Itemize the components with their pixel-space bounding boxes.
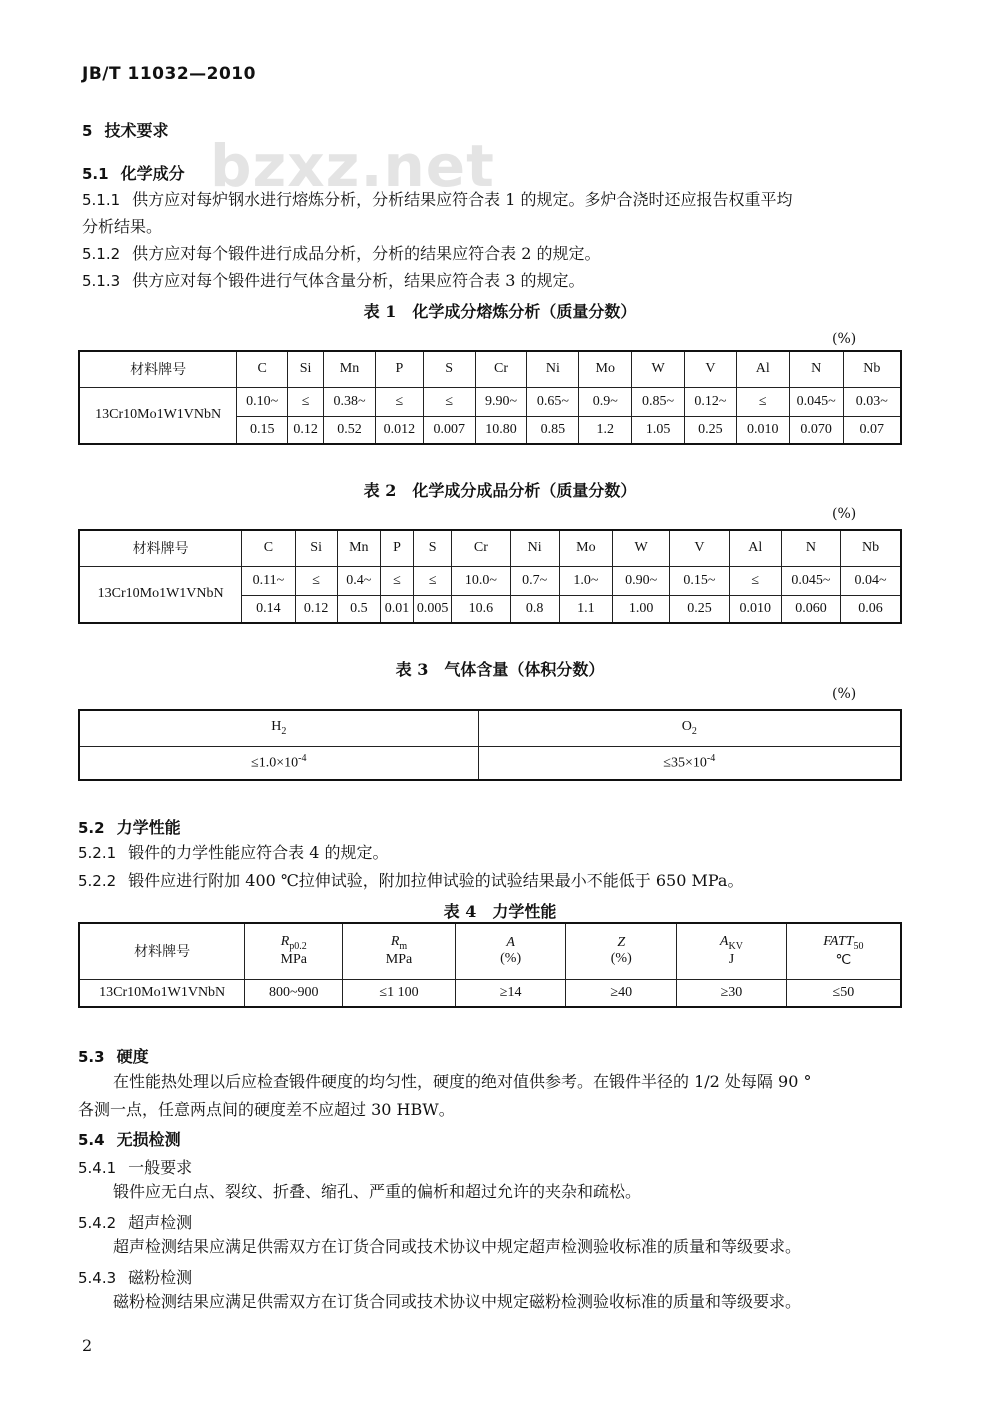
table-cell: 0.005 bbox=[414, 595, 452, 623]
table-1-header-n: N bbox=[789, 351, 843, 387]
table-cell: ≥30 bbox=[677, 979, 787, 1007]
table-cell: 0.045~ bbox=[789, 387, 843, 416]
table-2-header-s: S bbox=[414, 530, 452, 566]
section-5-heading: 5 技术要求 bbox=[82, 121, 169, 140]
table-cell: 0.01 bbox=[380, 595, 413, 623]
table-cell: 0.007 bbox=[423, 416, 475, 444]
table-1-header-mn: Mn bbox=[324, 351, 376, 387]
table-1-header-c: C bbox=[237, 351, 288, 387]
table-2-header-al: Al bbox=[729, 530, 781, 566]
table-cell: ≤1 100 bbox=[343, 979, 456, 1007]
table-1-header-mo: Mo bbox=[579, 351, 632, 387]
table-4-grade: 13Cr10Mo1W1VNbN bbox=[79, 979, 245, 1007]
table-cell: 0.07 bbox=[843, 416, 901, 444]
clause-5-1-1-continued: 分析结果。 bbox=[82, 217, 163, 236]
table-2-header-ni: Ni bbox=[510, 530, 559, 566]
table-cell: 0.06 bbox=[841, 595, 901, 623]
table-cell: 0.8 bbox=[510, 595, 559, 623]
table-cell: 0.010 bbox=[736, 416, 789, 444]
standard-code: JB/T 11032—2010 bbox=[82, 64, 256, 84]
clause-5-4-2-text: 超声检测结果应满足供需双方在订货合同或技术协议中规定超声检测验收标准的质量和等级要求。 bbox=[113, 1237, 802, 1256]
table-2-grade: 13Cr10Mo1W1VNbN bbox=[79, 566, 242, 623]
table-cell: 0.15 bbox=[237, 416, 288, 444]
table-2-header-mn: Mn bbox=[337, 530, 380, 566]
table-2-header-v: V bbox=[670, 530, 729, 566]
table-2-header-si: Si bbox=[295, 530, 337, 566]
table-2-unit: (%) bbox=[832, 506, 857, 522]
table-cell: 0.14 bbox=[242, 595, 295, 623]
table-cell: ≤ bbox=[423, 387, 475, 416]
table-cell: ≤50 bbox=[786, 979, 901, 1007]
table-cell: 1.0~ bbox=[559, 566, 612, 595]
table-2-header-p: P bbox=[380, 530, 413, 566]
table-4-header-a: A (%) bbox=[455, 923, 566, 979]
section-5-2-heading: 5.2 力学性能 bbox=[78, 818, 181, 837]
table-3 bbox=[78, 709, 902, 781]
table-cell: 0.7~ bbox=[510, 566, 559, 595]
clause-5-1-3: 5.1.3 供方应对每个锻件进行气体含量分析，结果应符合表 3 的规定。 bbox=[82, 271, 585, 290]
table-cell: 10.6 bbox=[452, 595, 510, 623]
table-2-header-cr: Cr bbox=[452, 530, 510, 566]
table-cell: 1.1 bbox=[559, 595, 612, 623]
table-cell: 0.65~ bbox=[527, 387, 579, 416]
table-cell: 0.15~ bbox=[670, 566, 729, 595]
table-3-caption: 表 3 气体含量（体积分数） bbox=[395, 660, 605, 679]
table-cell: 0.85 bbox=[527, 416, 579, 444]
table-1-header-nb: Nb bbox=[843, 351, 901, 387]
table-cell: 0.12 bbox=[288, 416, 324, 444]
table-cell: ≥40 bbox=[566, 979, 677, 1007]
clause-5-1-1: 5.1.1 供方应对每炉钢水进行熔炼分析，分析结果应符合表 1 的规定。多炉合浇时还应报告权重平均 bbox=[82, 190, 793, 209]
table-cell: 1.2 bbox=[579, 416, 632, 444]
table-cell: 0.38~ bbox=[324, 387, 376, 416]
table-cell: 0.52 bbox=[324, 416, 376, 444]
table-cell: 0.12~ bbox=[684, 387, 736, 416]
table-cell: 0.25 bbox=[670, 595, 729, 623]
table-cell: 0.060 bbox=[781, 595, 840, 623]
table-4-header-fatt50: $FATT_{50}$ ℃ bbox=[786, 923, 901, 979]
table-cell: ≤ bbox=[729, 566, 781, 595]
table-2-header-grade: 材料牌号 bbox=[79, 530, 242, 566]
table-1-header-grade: 材料牌号 bbox=[79, 351, 237, 387]
clause-5-3-text: 在性能热处理以后应检查锻件硬度的均匀性，硬度的绝对值供参考。在锻件半径的 1/2 处每隔 90 ° bbox=[113, 1072, 812, 1091]
table-1 bbox=[78, 350, 902, 445]
clause-5-4-3-text: 磁粉检测结果应满足供需双方在订货合同或技术协议中规定磁粉检测验收标准的质量和等级要求。 bbox=[113, 1292, 802, 1311]
table-cell: 0.010 bbox=[729, 595, 781, 623]
table-4-header-akv: $A_{KV}$ J bbox=[677, 923, 787, 979]
table-cell: 9.90~ bbox=[475, 387, 527, 416]
table-3-header-o2: $O_2$ bbox=[478, 710, 901, 746]
table-cell: ≤ bbox=[295, 566, 337, 595]
table-2-header-nb: Nb bbox=[841, 530, 901, 566]
table-3-o2-value: $\le 35\times 10^{-4}$ bbox=[478, 746, 901, 780]
table-cell: 0.12 bbox=[295, 595, 337, 623]
table-cell: 0.11~ bbox=[242, 566, 295, 595]
table-3-h2-value: $\le 1.0\times 10^{-4}$ bbox=[79, 746, 478, 780]
table-1-caption: 表 1 化学成分熔炼分析（质量分数） bbox=[363, 302, 637, 321]
table-1-header-w: W bbox=[632, 351, 685, 387]
table-cell: 10.0~ bbox=[452, 566, 510, 595]
watermark: bzxz.net bbox=[210, 132, 495, 200]
clause-5-3-text-continued: 各测一点，任意两点间的硬度差不应超过 30 HBW。 bbox=[78, 1100, 455, 1119]
table-4-caption: 表 4 力学性能 bbox=[443, 902, 557, 921]
table-4-header-rm: $R_m$ MPa bbox=[343, 923, 456, 979]
table-cell: 1.00 bbox=[613, 595, 670, 623]
table-cell: 10.80 bbox=[475, 416, 527, 444]
table-4-header-z: Z (%) bbox=[566, 923, 677, 979]
table-cell: ≤ bbox=[288, 387, 324, 416]
table-cell: 0.4~ bbox=[337, 566, 380, 595]
table-cell: 800~900 bbox=[245, 979, 343, 1007]
section-5-4-2-heading: 5.4.2 超声检测 bbox=[78, 1213, 193, 1232]
table-cell: ≤ bbox=[414, 566, 452, 595]
section-5-4-3-heading: 5.4.3 磁粉检测 bbox=[78, 1268, 193, 1287]
clause-5-2-1: 5.2.1 锻件的力学性能应符合表 4 的规定。 bbox=[78, 843, 389, 862]
table-1-header-cr: Cr bbox=[475, 351, 527, 387]
section-5-3-heading: 5.3 硬度 bbox=[78, 1047, 149, 1066]
table-2 bbox=[78, 529, 902, 624]
table-3-header-h2: $H_2$ bbox=[79, 710, 478, 746]
clause-5-2-2: 5.2.2 锻件应进行附加 400 ℃拉伸试验，附加拉伸试验的试验结果最小不能低于 650 MPa。 bbox=[78, 871, 744, 890]
table-2-header-w: W bbox=[613, 530, 670, 566]
table-2-header-c: C bbox=[242, 530, 295, 566]
page-number: 2 bbox=[82, 1336, 93, 1355]
table-cell: 0.04~ bbox=[841, 566, 901, 595]
table-cell: ≥14 bbox=[455, 979, 566, 1007]
table-1-header-al: Al bbox=[736, 351, 789, 387]
table-cell: 0.045~ bbox=[781, 566, 840, 595]
table-1-header-p: P bbox=[375, 351, 423, 387]
section-5-4-1-heading: 5.4.1 一般要求 bbox=[78, 1158, 193, 1177]
table-1-unit: (%) bbox=[832, 331, 857, 347]
table-cell: 0.5 bbox=[337, 595, 380, 623]
table-1-header-s: S bbox=[423, 351, 475, 387]
table-cell: 0.070 bbox=[789, 416, 843, 444]
section-5-1-heading: 5.1 化学成分 bbox=[82, 164, 185, 183]
table-cell: 0.85~ bbox=[632, 387, 685, 416]
table-1-grade: 13Cr10Mo1W1VNbN bbox=[79, 387, 237, 444]
section-5-4-heading: 5.4 无损检测 bbox=[78, 1130, 181, 1149]
table-4-header-grade: 材料牌号 bbox=[79, 923, 245, 979]
table-cell: ≤ bbox=[375, 387, 423, 416]
table-4-header-rp02: $R_{p0.2}$ MPa bbox=[245, 923, 343, 979]
table-cell: 0.90~ bbox=[613, 566, 670, 595]
table-1-header-si: Si bbox=[288, 351, 324, 387]
table-cell: 0.9~ bbox=[579, 387, 632, 416]
table-2-header-n: N bbox=[781, 530, 840, 566]
table-2-caption: 表 2 化学成分成品分析（质量分数） bbox=[363, 481, 637, 500]
table-cell: 0.03~ bbox=[843, 387, 901, 416]
table-4 bbox=[78, 922, 902, 1008]
table-cell: ≤ bbox=[380, 566, 413, 595]
clause-5-1-2: 5.1.2 供方应对每个锻件进行成品分析，分析的结果应符合表 2 的规定。 bbox=[82, 244, 601, 263]
table-1-header-ni: Ni bbox=[527, 351, 579, 387]
clause-5-4-1-text: 锻件应无白点、裂纹、折叠、缩孔、严重的偏析和超过允许的夹杂和疏松。 bbox=[113, 1182, 642, 1201]
table-cell: ≤ bbox=[736, 387, 789, 416]
table-cell: 1.05 bbox=[632, 416, 685, 444]
table-cell: 0.012 bbox=[375, 416, 423, 444]
table-3-unit: (%) bbox=[832, 686, 857, 702]
table-2-header-mo: Mo bbox=[559, 530, 612, 566]
table-1-header-v: V bbox=[684, 351, 736, 387]
table-cell: 0.25 bbox=[684, 416, 736, 444]
table-cell: 0.10~ bbox=[237, 387, 288, 416]
